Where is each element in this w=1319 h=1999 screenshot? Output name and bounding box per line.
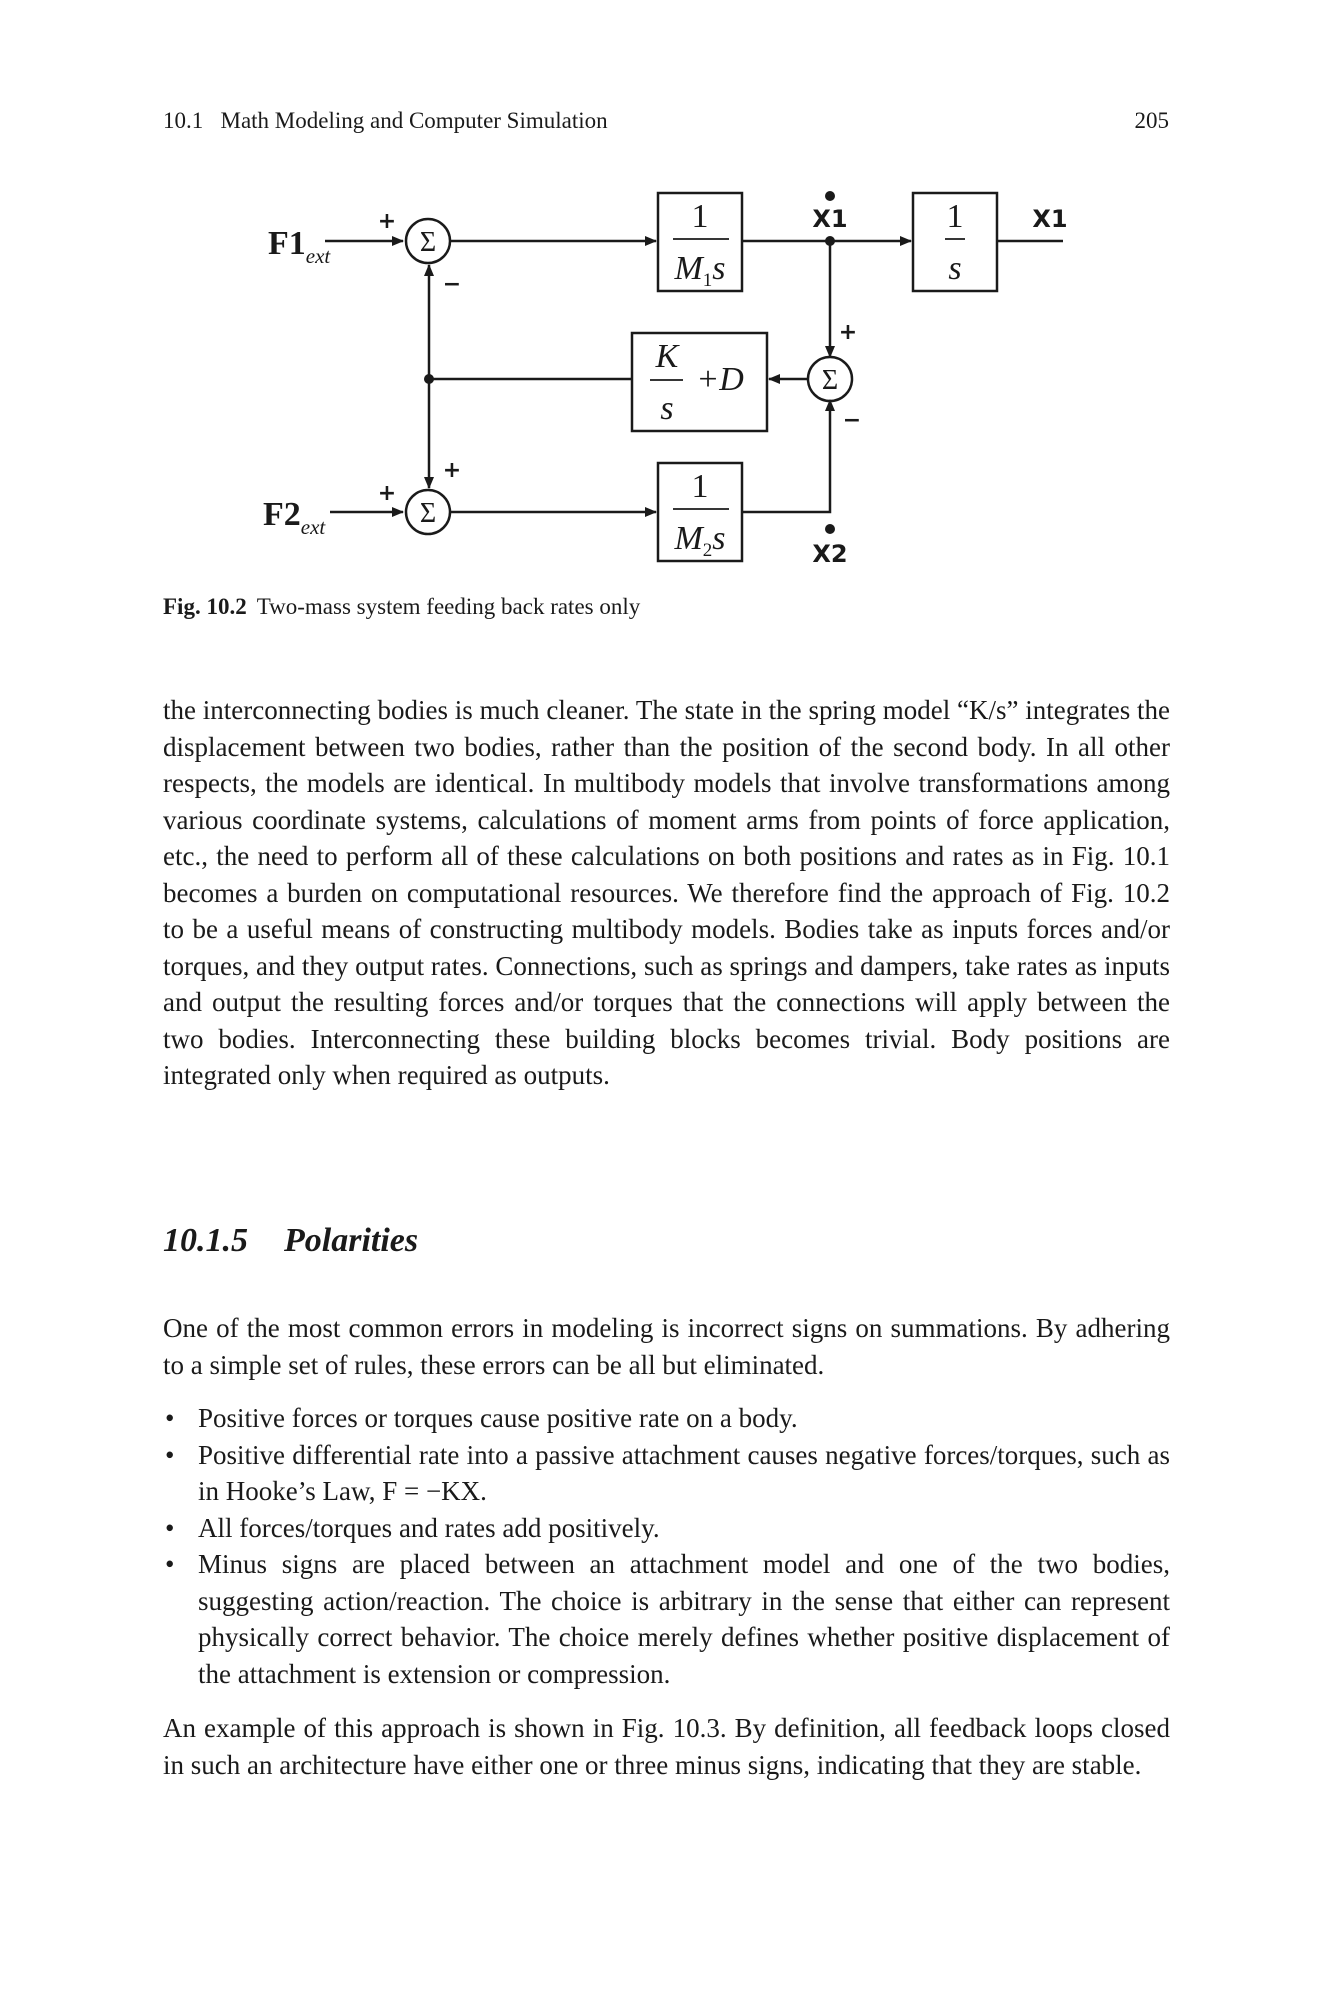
f2-input-label: $F2_{ext}$ [263,496,326,539]
list-item [163,1437,1170,1510]
list-item-text: Minus signs are placed between an attachment model and one of the two bodies, suggesting action/reaction. The choice is arbitrary in the sense that either can represent physically correct behavior. The choice merely defines whether positive displacement of the attachment is extension or compression. [198,1549,1170,1689]
running-head-section: 10.1 [163,108,204,133]
sum2-symbol: Σ [419,498,437,529]
sum1-symbol: Σ [419,227,437,258]
figure-caption-text: Two-mass system feeding back rates only [256,594,641,619]
x1-dot-label: X1 [812,205,848,233]
integrator-numerator: 1 [946,198,964,235]
f1-input-label: $F1_{ext}$ [268,225,331,268]
figure-caption-label: Fig. 10.2 [163,594,247,619]
bullet-marker: • [165,1403,175,1433]
list-item-text: Positive differential rate into a passive attachment causes negative forces/torques, such as in Hooke’s Law, F = −KX. [198,1439,1170,1506]
mass2-denominator: $M_2s$ [674,520,726,561]
x2-dot-label: X2 [812,540,848,568]
spring-s: s [660,390,674,427]
spring-k: K [655,338,679,375]
list-item [163,1546,1170,1692]
integrator-denominator: s [948,250,962,287]
sum2-plus-top-sign: + [442,458,462,483]
mass2-numerator: 1 [691,468,709,505]
sum1-minus-sign: − [442,272,462,297]
mass1-denominator: $M_1s$ [674,250,726,291]
list-item-text: All forces/torques and rates add positively. [198,1512,660,1543]
mass1-numerator: 1 [691,198,709,235]
bullet-marker: • [165,1512,175,1543]
spring-plus-d: +D [696,361,744,398]
x2dot-to-sum3-line [742,400,830,512]
rules-list [163,1400,1170,1692]
page-number: 205 [1134,108,1169,133]
section-heading [163,1222,418,1260]
sum2-plus-left-sign: + [377,481,397,506]
list-item [163,1510,1170,1547]
x1-derivative-dot [825,191,835,201]
paragraph-polarities-intro: One of the most common errors in modeling is incorrect signs on summations. By adhering to a simple set of rules, these errors can be all but eliminated. [163,1313,1170,1380]
feedback-junction-dot [424,374,434,384]
section-title: Polarities [284,1222,419,1259]
list-item [163,1400,1170,1437]
sum3-symbol: Σ [821,365,839,396]
sum1-plus-sign: + [377,209,397,234]
paragraph-example: An example of this approach is shown in Fig. 10.3. By definition, all feedback loops closed in such an architecture have either one or three minus signs, indicating that they are stable. [163,1713,1170,1780]
bullet-marker: • [165,1549,175,1579]
running-head-text: Math Modeling and Computer Simulation [220,108,608,133]
paragraph-interconnecting: the interconnecting bodies is much cleaner. The state in the spring model “K/s” integrates the displacement between two bodies, rather than the position of the second body. In all other respects, the models are identical. In multibody models that involve transformations among various coordinate systems, calculations of moment arms from points of force application, etc., the need to perform all of these calculations on both positions and rates as in Fig. 10.1 becomes a burden on computational resources. We therefore find the approach of Fig. 10.2 to be a useful means of constructing multibody models. Bodies take as inputs forces and/or torques, and they output rates. Connections, such as springs and dampers, take rates as inputs and output the resulting forces and/or torques that the connections will apply between the two bodies. Interconnecting these building blocks becomes trivial. Body positions are integrated only when required as outputs. [163,695,1170,1090]
x2-derivative-dot [825,524,835,534]
x1dot-junction-dot [825,236,835,246]
sum3-minus-sign: − [842,408,862,433]
sum3-plus-sign: + [838,320,858,345]
x1-label: X1 [1032,205,1068,233]
list-item-text: Positive forces or torques cause positive rate on a body. [198,1403,798,1433]
section-number: 10.1.5 [163,1222,248,1259]
block-diagram [0,0,1319,600]
figure-caption [163,594,640,620]
bullet-marker: • [165,1439,175,1470]
